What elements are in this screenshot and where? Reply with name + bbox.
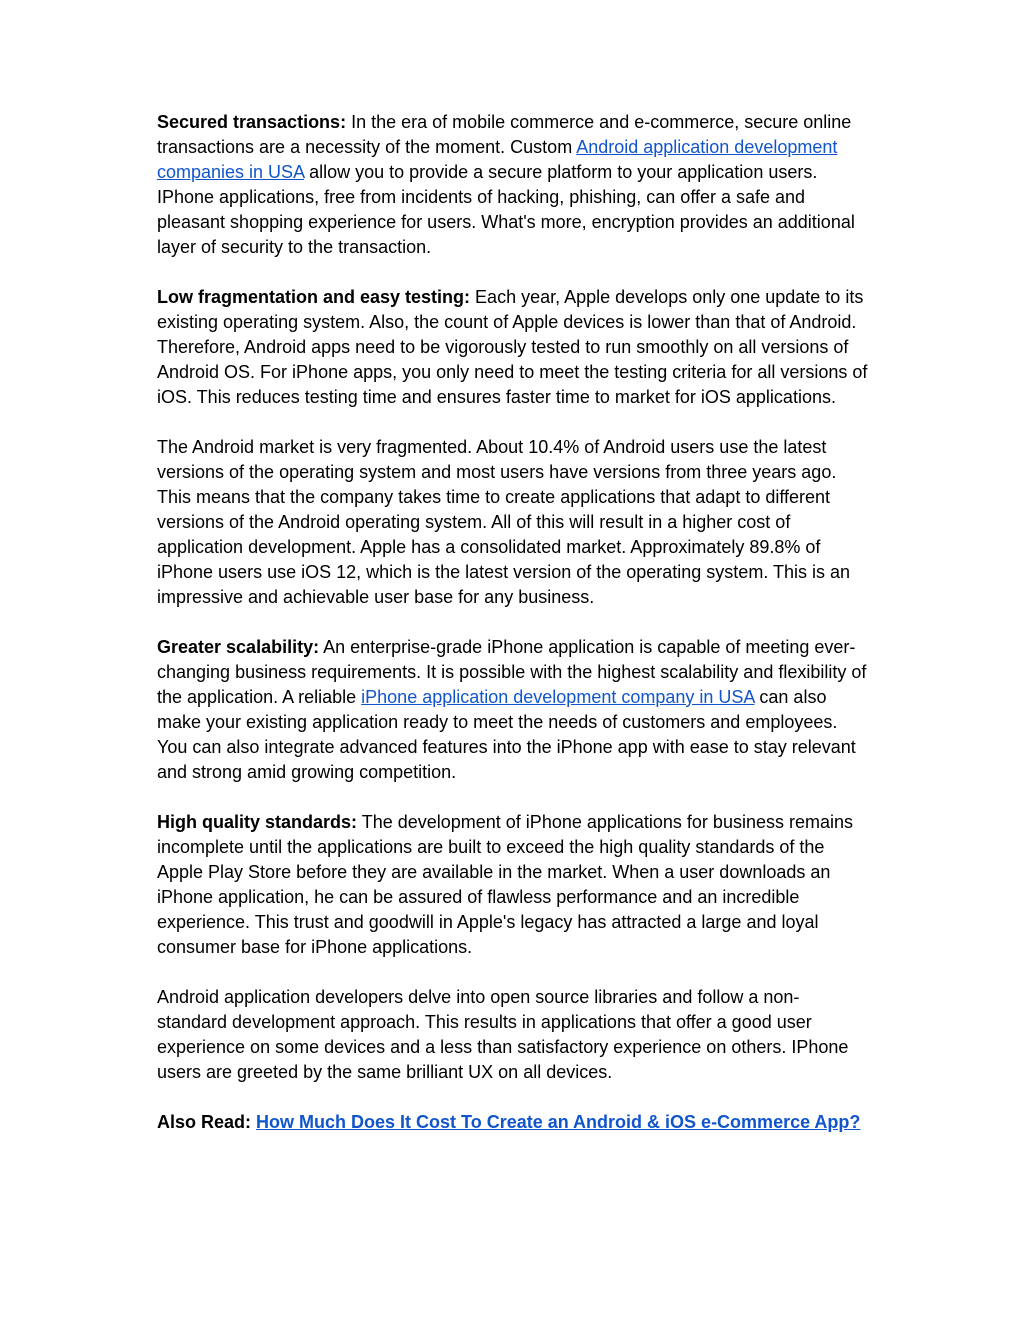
paragraph-greater-scalability: [157, 635, 869, 785]
paragraph-also-read: [157, 1110, 869, 1135]
paragraph-android-developers: [157, 985, 869, 1085]
document-page: [157, 110, 869, 1160]
paragraph-text: Each year, Apple develops only one update to its existing operating system. Also, the count of Apple devices is lower than that of Android. Therefore, Android apps need to be vigorously tested to run smoothly on all versions of Android OS. For iPhone apps, you only need to meet the testing criteria for all versions of iOS. This reduces testing time and ensures faster time to market for iOS applications.: [157, 287, 868, 407]
heading-high-quality-standards: High quality standards:: [157, 812, 358, 832]
paragraph-text: can also make your existing application ready to meet the needs of customers and employees. You can also integrate advanced features into the iPhone app with ease to stay relevant and strong amid growing competition.: [157, 687, 856, 782]
heading-low-fragmentation: Low fragmentation and easy testing:: [157, 287, 471, 307]
paragraph-low-fragmentation: [157, 285, 869, 410]
heading-secured-transactions: Secured transactions:: [157, 112, 347, 132]
link-android-development-companies[interactable]: Android application development companies in USA: [157, 137, 838, 182]
heading-greater-scalability: Greater scalability:: [157, 637, 320, 657]
link-iphone-development-company[interactable]: iPhone application development company in USA: [361, 687, 755, 707]
paragraph-high-quality-standards: [157, 810, 869, 960]
link-cost-to-create-app[interactable]: How Much Does It Cost To Create an Android & iOS e-Commerce App?: [256, 1112, 861, 1132]
paragraph-text: An enterprise-grade iPhone application is capable of meeting ever-changing business requirements. It is possible with the highest scalability and flexibility of the application. A reliable: [157, 637, 867, 707]
paragraph-text: The development of iPhone applications for business remains incomplete until the applications are built to exceed the high quality standards of the Apple Play Store before they are available in the market. When a user downloads an iPhone application, he can be assured of flawless performance and an incredible experience. This trust and goodwill in Apple's legacy has attracted a large and loyal consumer base for iPhone applications.: [157, 812, 853, 957]
paragraph-secured-transactions: [157, 110, 869, 260]
also-read-label: Also Read:: [157, 1112, 257, 1132]
paragraph-text: Android application developers delve into open source libraries and follow a non-standard development approach. This results in applications that offer a good user experience on some devices and a less than satisfactory experience on others. IPhone users are greeted by the same brilliant UX on all devices.: [157, 987, 849, 1082]
paragraph-text: The Android market is very fragmented. About 10.4% of Android users use the latest versions of the operating system and most users have versions from three years ago. This means that the company takes time to create applications that adapt to different versions of the Android operating system. All of this will result in a higher cost of application development. Apple has a consolidated market. Approximately 89.8% of iPhone users use iOS 12, which is the latest version of the operating system. This is an impressive and achievable user base for any business.: [157, 437, 851, 607]
paragraph-text: allow you to provide a secure platform to your application users. IPhone applications, free from incidents of hacking, phishing, can offer a safe and pleasant shopping experience for users. What's more, encryption provides an additional layer of security to the transaction.: [157, 162, 855, 257]
paragraph-android-market: [157, 435, 869, 610]
paragraph-text: In the era of mobile commerce and e-commerce, secure online transactions are a necessity of the moment. Custom: [157, 112, 852, 157]
